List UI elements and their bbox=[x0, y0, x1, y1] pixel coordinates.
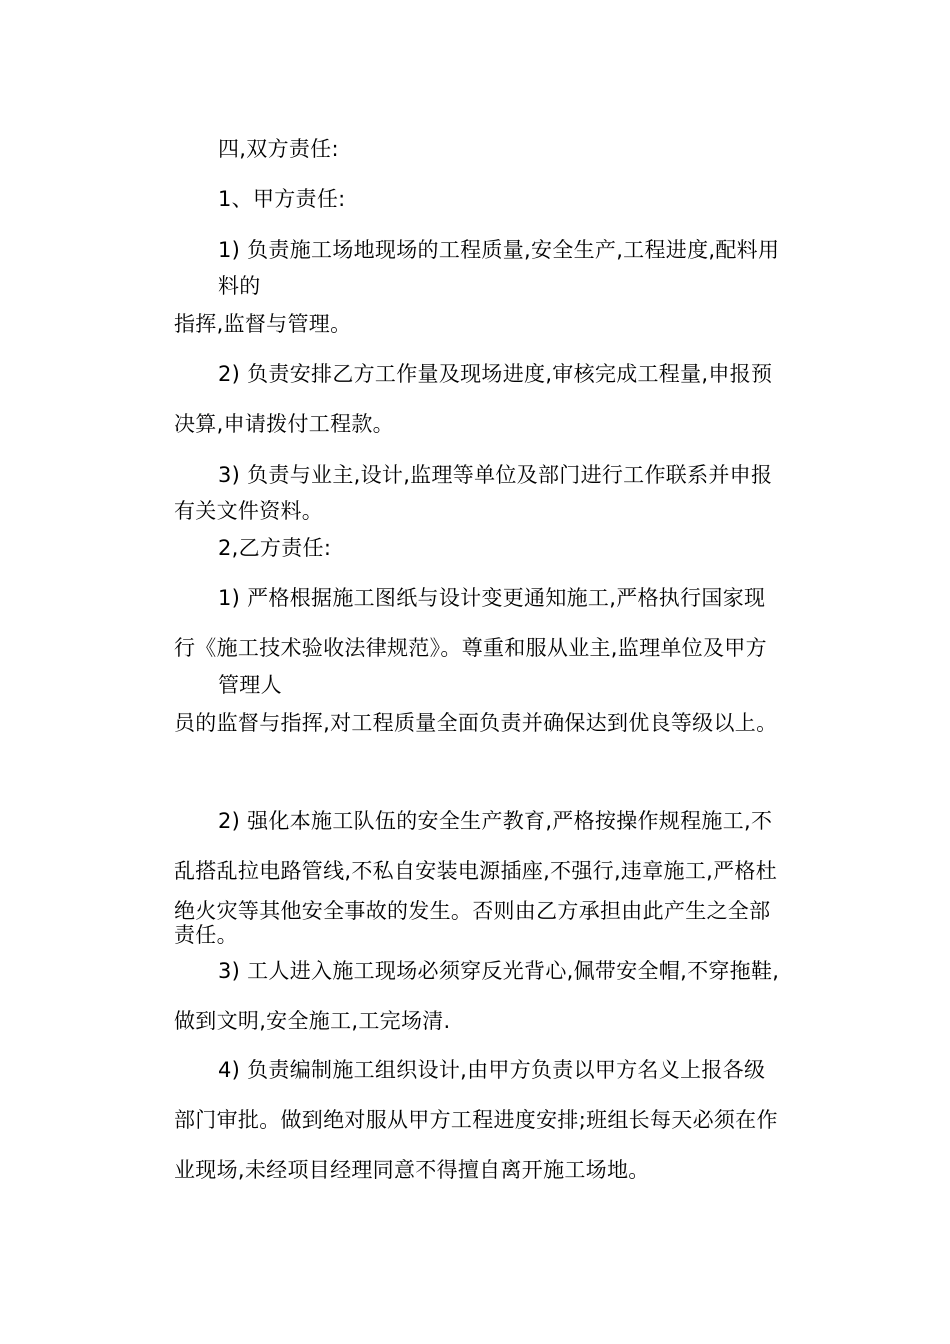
party-a-item-1-line-1: 1) 负责施工场地现场的工程质量,安全生产,工程进度,配料用 bbox=[218, 238, 780, 262]
party-b-item-1-line-3: 管理人 bbox=[218, 673, 282, 697]
party-b-item-4-line-2: 部门审批。做到绝对服从甲方工程进度安排;班组长每天必须在作 bbox=[174, 1108, 778, 1132]
party-b-item-2-line-2: 乱搭乱拉电路管线,不私自安装电源插座,不强行,违章施工,严格杜 bbox=[174, 859, 777, 883]
party-a-item-3-line-2: 有关文件资料。 bbox=[174, 499, 324, 523]
party-b-item-2-line-3: 绝火灾等其他安全事故的发生。否则由乙方承担由此产生之全部 bbox=[174, 899, 771, 923]
party-a-item-2-line-2: 决算,申请拨付工程款。 bbox=[174, 412, 394, 436]
party-a-item-1-line-2: 料的 bbox=[218, 274, 261, 298]
party-b-item-1-line-4: 员的监督与指挥,对工程质量全面负责并确保达到优良等级以上。 bbox=[174, 711, 778, 735]
party-b-item-1-line-1: 1) 严格根据施工图纸与设计变更通知施工,严格执行国家现 bbox=[218, 586, 766, 610]
section-heading-mutual-responsibilities: 四,双方责任: bbox=[218, 137, 339, 161]
party-b-item-4-line-1: 4) 负责编制施工组织设计,由甲方负责以甲方名义上报各级 bbox=[218, 1058, 766, 1082]
party-a-item-1-line-3: 指挥,监督与管理。 bbox=[174, 312, 352, 336]
party-a-item-3-line-1: 3) 负责与业主,设计,监理等单位及部门进行工作联系并申报 bbox=[218, 463, 773, 487]
subheading-party-b-responsibilities: 2,乙方责任: bbox=[218, 536, 332, 560]
party-b-item-3-line-2: 做到文明,安全施工,工完场清. bbox=[174, 1009, 451, 1033]
party-b-item-1-line-2: 行《施工技术验收法律规范》。尊重和服从业主,监理单位及甲方 bbox=[174, 636, 767, 660]
party-b-item-2-line-4: 责任。 bbox=[174, 923, 238, 947]
party-b-item-2-line-1: 2) 强化本施工队伍的安全生产教育,严格按操作规程施工,不 bbox=[218, 809, 773, 833]
party-b-item-4-line-3: 业现场,未经项目经理同意不得擅自离开施工场地。 bbox=[174, 1158, 650, 1182]
party-a-item-2-line-1: 2) 负责安排乙方工作量及现场进度,审核完成工程量,申报预 bbox=[218, 362, 773, 386]
party-b-item-3-line-1: 3) 工人进入施工现场必须穿反光背心,佩带安全帽,不穿拖鞋, bbox=[218, 959, 780, 983]
subheading-party-a-responsibilities: 1、甲方责任: bbox=[218, 187, 346, 211]
